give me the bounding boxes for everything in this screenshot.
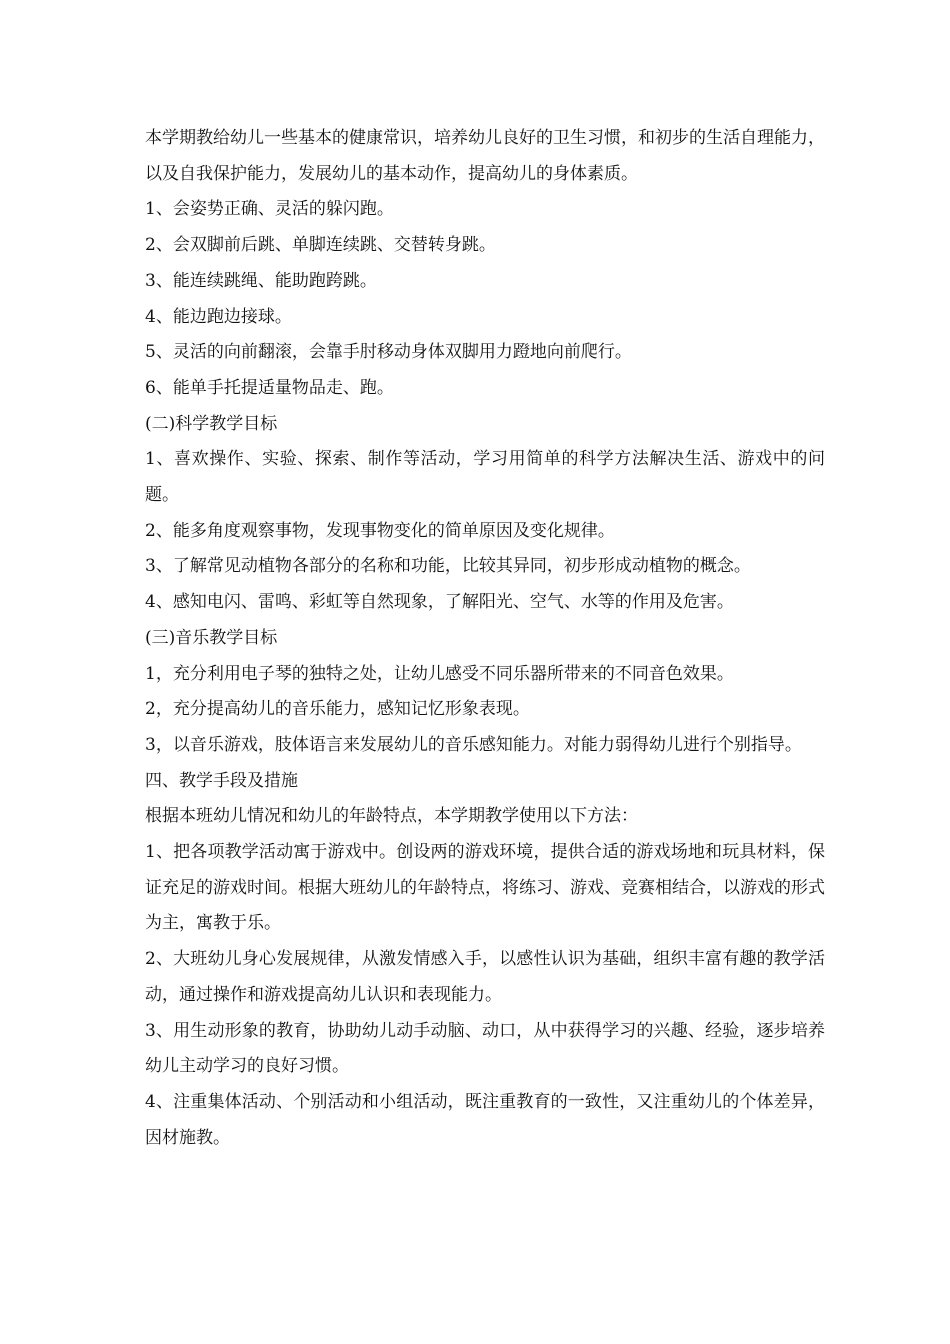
science-goal-3: 3、了解常见动植物各部分的名称和功能，比较其异同，初步形成动植物的概念。 <box>145 556 751 577</box>
health-goal-5: 5、灵活的向前翻滚，会靠手肘移动身体双脚用力蹬地向前爬行。 <box>145 342 632 363</box>
health-goal-1: 1、会姿势正确、灵活的躲闪跑。 <box>145 199 394 220</box>
science-goal-1: 1、喜欢操作、实验、探索、制作等活动，学习用简单的科学方法解决生活、游戏中的问题。 <box>145 449 825 506</box>
music-heading: (三)音乐教学目标 <box>145 627 278 648</box>
science-goal-4: 4、感知电闪、雷鸣、彩虹等自然现象，了解阳光、空气、水等的作用及危害。 <box>145 592 734 613</box>
health-goal-4: 4、能边跑边接球。 <box>145 306 292 327</box>
document-body <box>145 121 825 1156</box>
music-goal-2: 2，充分提高幼儿的音乐能力，感知记忆形象表现。 <box>145 699 530 720</box>
health-goal-6: 6、能单手托提适量物品走、跑。 <box>145 377 394 398</box>
methods-heading: 四、教学手段及措施 <box>145 770 298 791</box>
science-goal-2: 2、能多角度观察事物，发现事物变化的简单原因及变化规律。 <box>145 520 615 541</box>
science-heading: (二)科学教学目标 <box>145 413 278 434</box>
method-1: 1、把各项教学活动寓于游戏中。创设两的游戏环境，提供合适的游戏场地和玩具材料，保证充足的游戏时间。根据大班幼儿的年龄特点，将练习、游戏、竞赛相结合，以游戏的形式为主，寓教于乐。 <box>145 842 825 934</box>
health-goal-2: 2、会双脚前后跳、单脚连续跳、交替转身跳。 <box>145 235 496 256</box>
intro-paragraph: 本学期教给幼儿一些基本的健康常识，培养幼儿良好的卫生习惯，和初步的生活自理能力，以及自我保护能力，发展幼儿的基本动作，提高幼儿的身体素质。 <box>145 128 825 184</box>
music-goal-1: 1，充分利用电子琴的独特之处，让幼儿感受不同乐器所带来的不同音色效果。 <box>145 663 734 684</box>
method-3: 3、用生动形象的教育，协助幼儿动手动脑、动口，从中获得学习的兴趣、经验，逐步培养幼儿主动学习的良好习惯。 <box>145 1020 825 1077</box>
method-2: 2、大班幼儿身心发展规律，从激发情感入手，以感性认识为基础，组织丰富有趣的教学活动，通过操作和游戏提高幼儿认识和表现能力。 <box>145 949 825 1005</box>
health-goal-3: 3、能连续跳绳、能助跑跨跳。 <box>145 270 377 291</box>
music-goal-3: 3，以音乐游戏，肢体语言来发展幼儿的音乐感知能力。对能力弱得幼儿进行个别指导。 <box>145 734 802 755</box>
method-4: 4、注重集体活动、个别活动和小组活动，既注重教育的一致性，又注重幼儿的个体差异，因材施教。 <box>145 1091 825 1148</box>
methods-intro: 根据本班幼儿情况和幼儿的年龄特点，本学期教学使用以下方法： <box>145 806 638 827</box>
